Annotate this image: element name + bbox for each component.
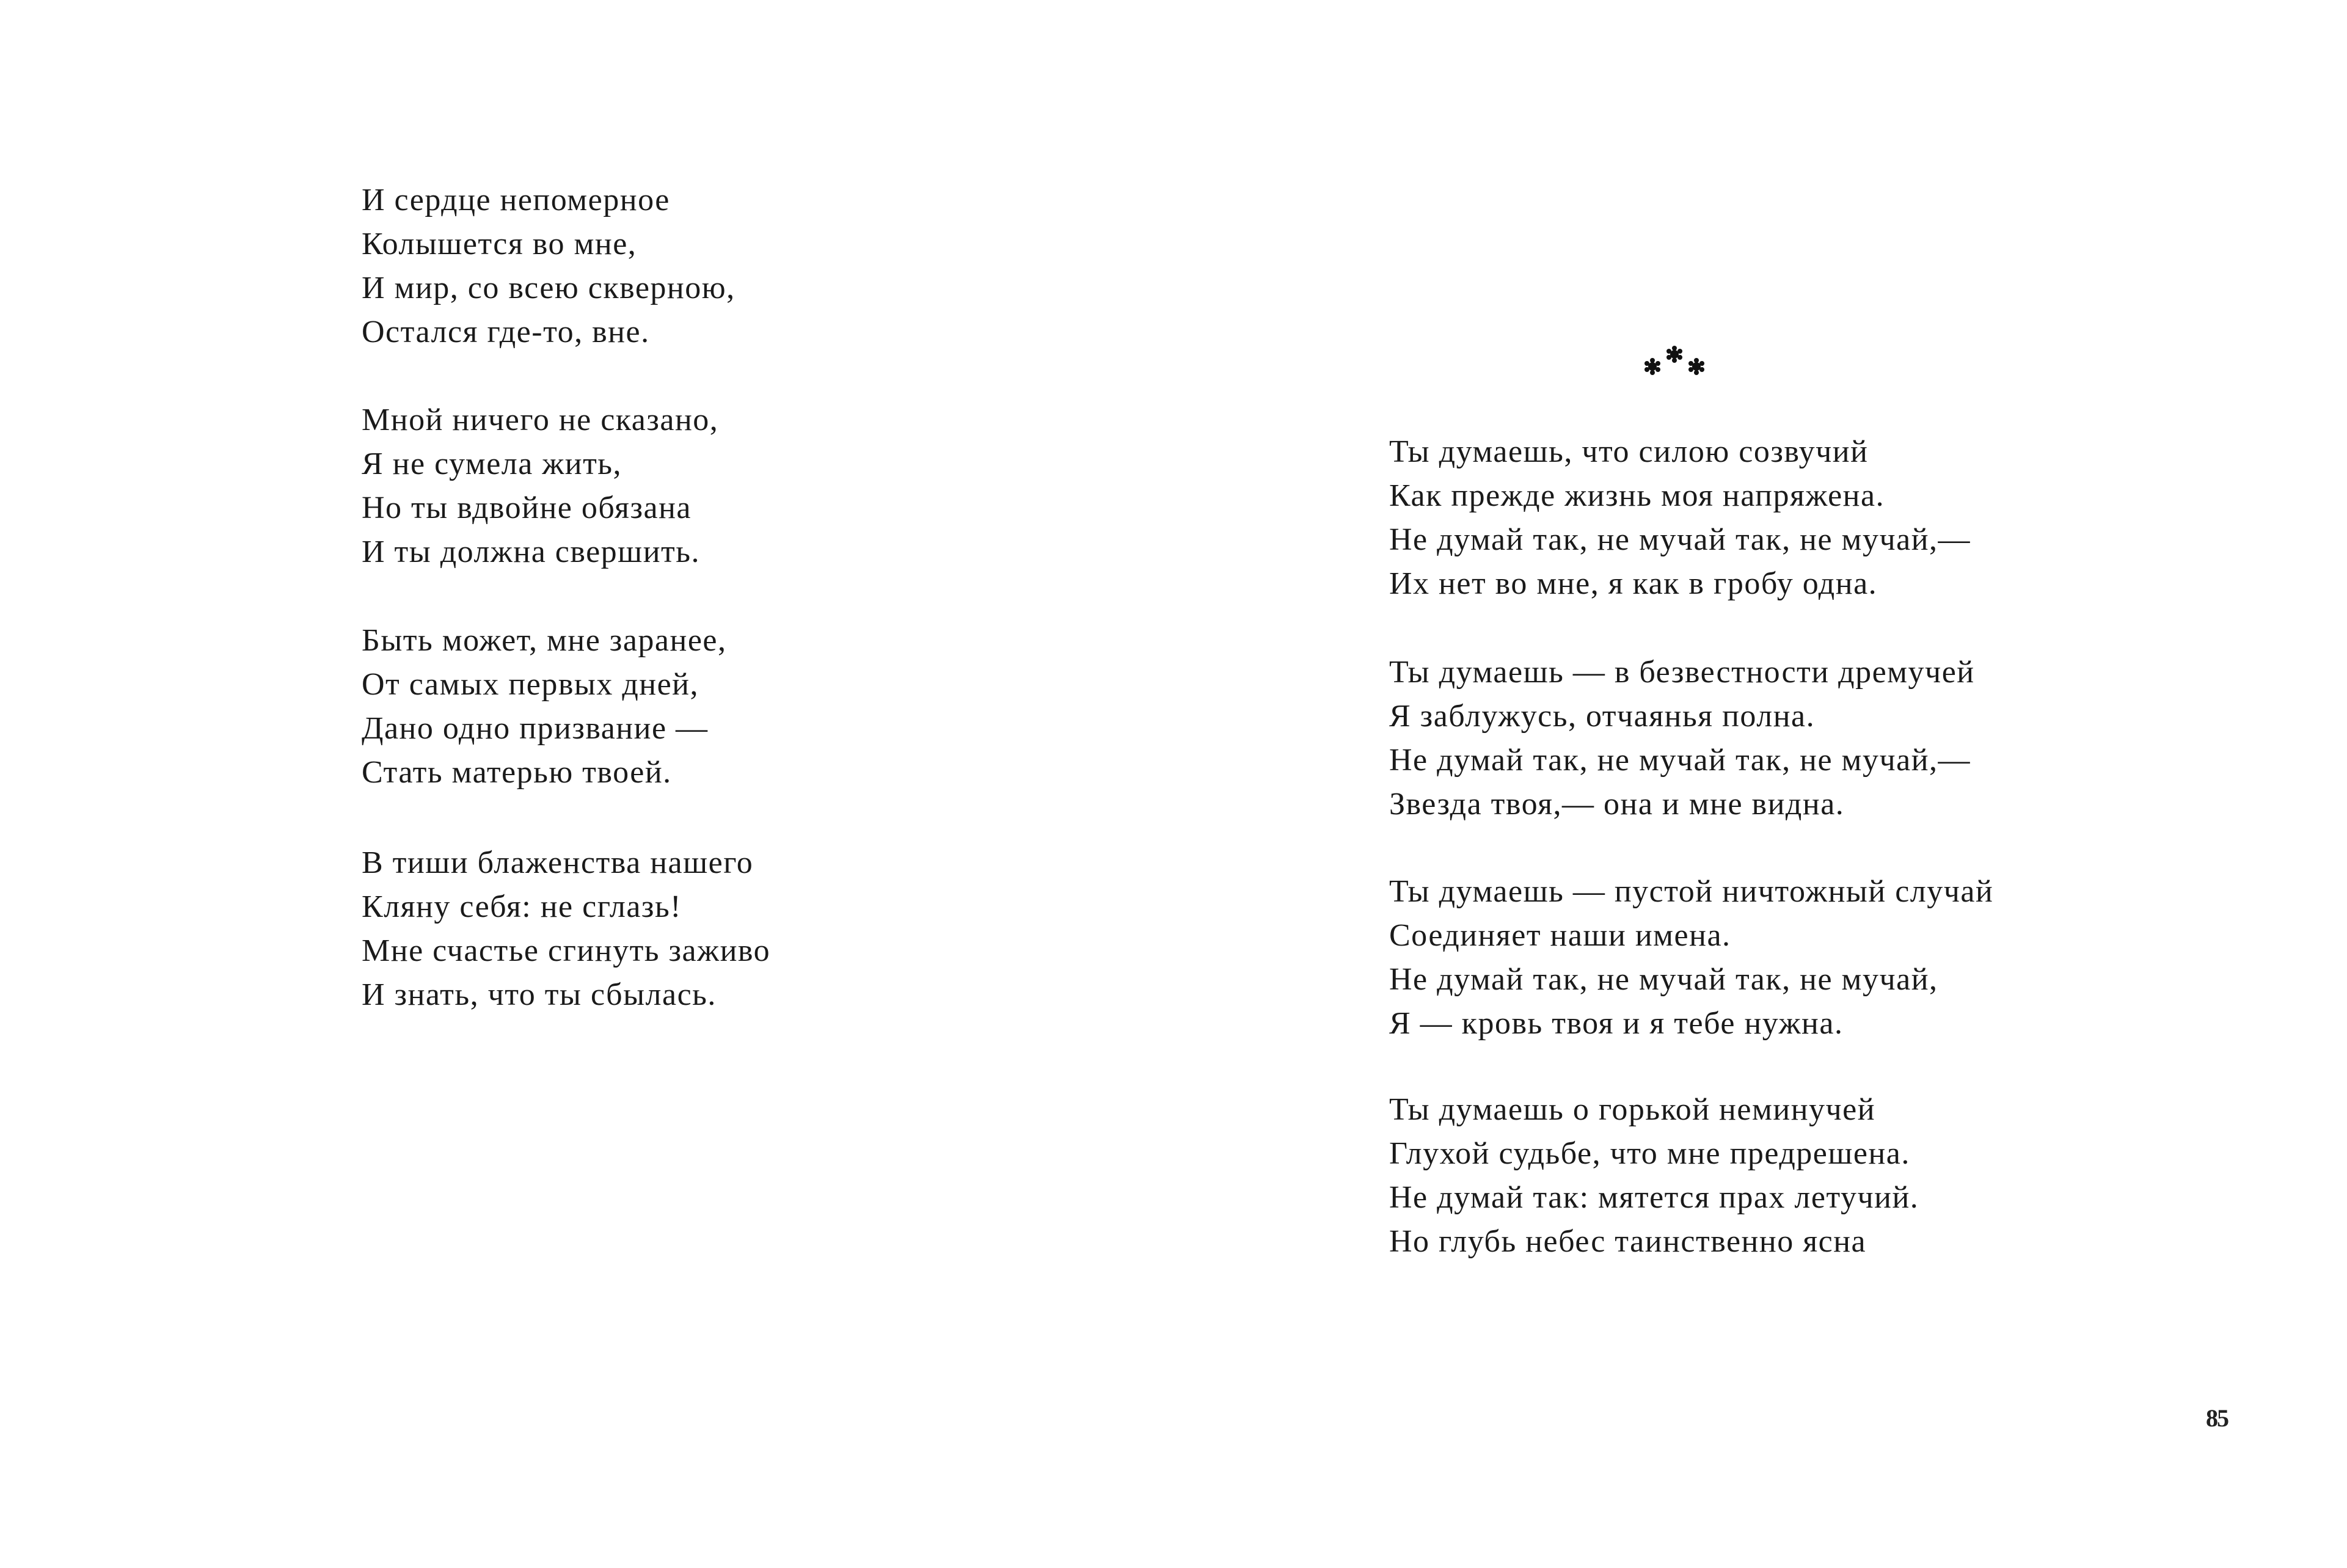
poem-line: Как прежде жизнь моя напряжена. <box>1389 478 1885 513</box>
poem-line: Кляну себя: не сглазь! <box>362 889 682 924</box>
poem-line: Мне счастье сгинуть заживо <box>362 933 771 968</box>
poem-line: Глухой судьбе, что мне предрешена. <box>1389 1136 1910 1171</box>
poem-line: Я — кровь твоя и я тебе нужна. <box>1389 1006 1844 1041</box>
poem-line: Ты думаешь о горькой неминучей <box>1389 1092 1876 1127</box>
page-number: 85 <box>2206 1404 2228 1432</box>
poem-line: В тиши блаженства нашего <box>362 845 754 880</box>
stanza-3 <box>362 619 727 795</box>
stanza-2 <box>362 398 718 574</box>
poem-line: И мир, со всею скверною, <box>362 271 735 305</box>
poem-line: Я заблужусь, отчаянья полна. <box>1389 699 1816 734</box>
poem-line: Ты думаешь — в безвестности дремучей <box>1389 655 1975 690</box>
poem-line: Дано одно призвание — <box>362 711 709 746</box>
poem-line: Ты думаешь — пустой ничтожный случай <box>1389 874 1994 909</box>
poem-line: Стать матерью твоей. <box>362 755 672 790</box>
poem-line: Но ты вдвойне обязана <box>362 490 692 525</box>
poem-line: Не думай так, не мучай так, не мучай,— <box>1389 743 1971 778</box>
poem-line: Остался где-то, вне. <box>362 315 650 349</box>
poem-line: От самых первых дней, <box>362 667 699 702</box>
stanza-4 <box>1389 1088 1919 1264</box>
stanza-1 <box>1389 430 1971 606</box>
poem-line: Соединяет наши имена. <box>1389 918 1731 953</box>
poem-line: Ты думаешь, что силою созвучий <box>1389 434 1869 469</box>
poem-line: Не думай так, не мучай так, не мучай,— <box>1389 522 1971 557</box>
right-page <box>1174 0 2347 1568</box>
stanza-2 <box>1389 651 1975 826</box>
poem-line: Я не сумела жить, <box>362 447 622 481</box>
stanza-1 <box>362 178 735 354</box>
poem-line: Звезда твоя,— она и мне видна. <box>1389 787 1845 822</box>
poem-line: Колышется во мне, <box>362 227 637 261</box>
stanza-3 <box>1389 870 1993 1046</box>
three-asterisks-icon <box>1638 342 1711 379</box>
poem-line: И ты должна свершить. <box>362 534 700 569</box>
poem-line: Не думай так: мятется прах летучий. <box>1389 1180 1919 1215</box>
poem-line: Но глубь небес таинственно ясна <box>1389 1224 1867 1259</box>
stanza-4 <box>362 841 770 1017</box>
poem-line: И знать, что ты сбылась. <box>362 977 717 1012</box>
poem-line: Мной ничего не сказано, <box>362 403 719 437</box>
poem-line: Их нет во мне, я как в гробу одна. <box>1389 566 1878 601</box>
poem-line: И сердце непомерное <box>362 183 670 217</box>
poem-line: Быть может, мне заранее, <box>362 623 727 658</box>
poem-line: Не думай так, не мучай так, не мучай, <box>1389 962 1938 997</box>
